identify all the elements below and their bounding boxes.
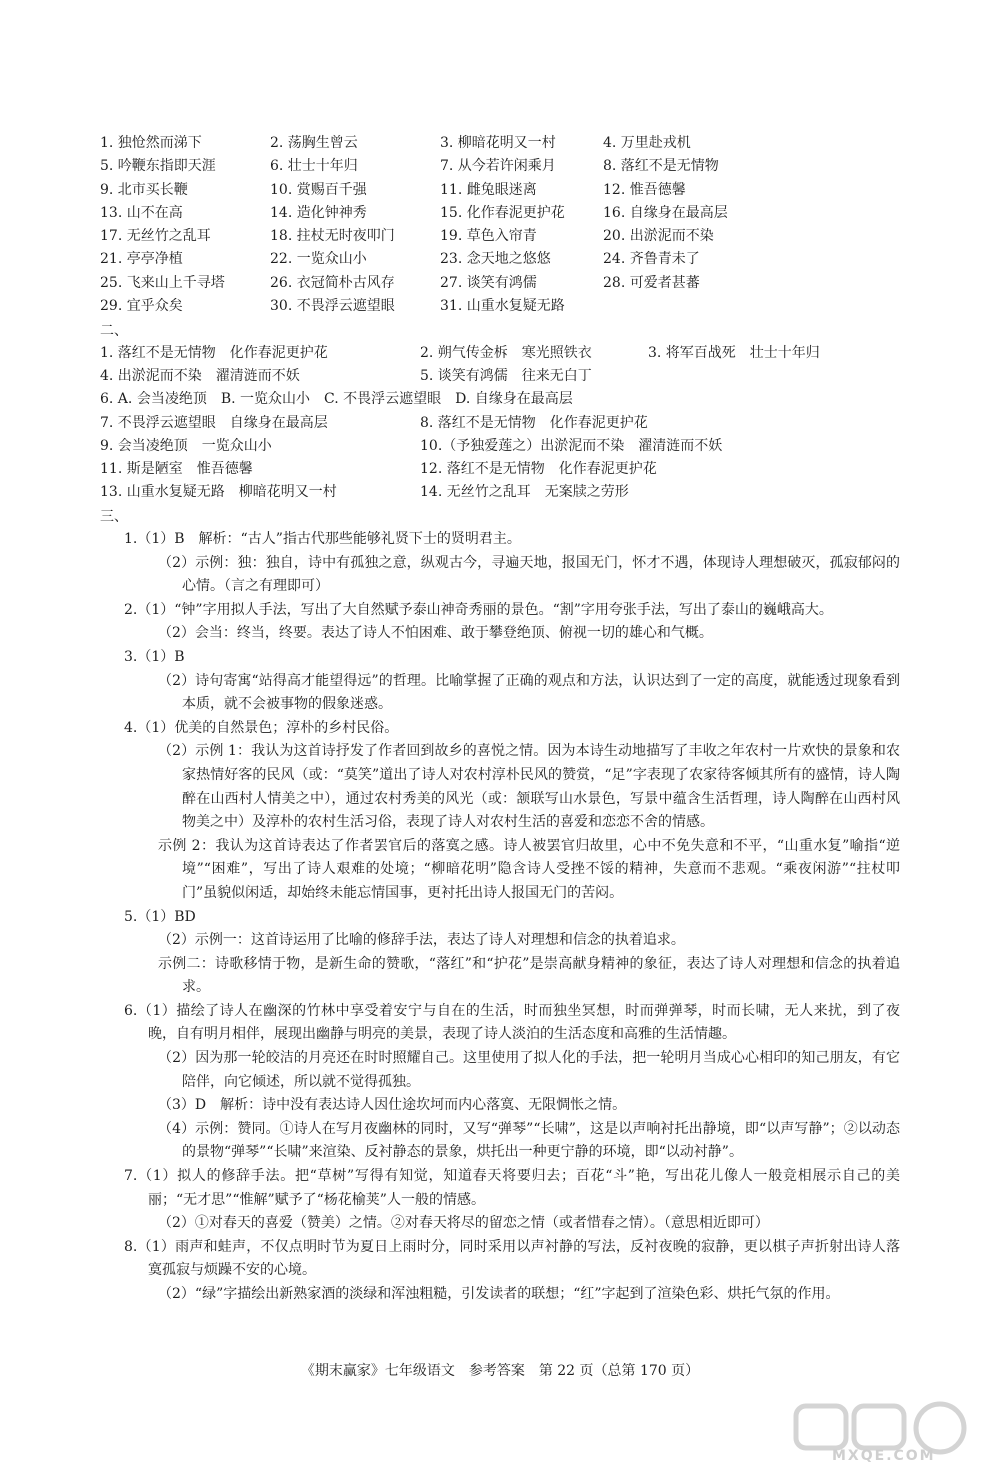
answer-row xyxy=(100,365,890,388)
answer-paragraph: 5.（1）BD xyxy=(124,908,196,925)
answer-item: 24. 齐鲁青未了 xyxy=(603,251,700,268)
answer-item: 13. 山重水复疑无路 柳暗花明又一村 xyxy=(100,484,337,501)
answer-item: 23. 念天地之悠悠 xyxy=(440,251,551,268)
answer-item: 9. 北市买长鞭 xyxy=(100,181,188,198)
answer-paragraph: 3.（1）B xyxy=(124,648,185,665)
answer-item xyxy=(420,388,648,411)
answer-item: 10. 赏赐百千强 xyxy=(270,181,367,198)
answer-row xyxy=(100,155,890,178)
answer-paragraph: （2）示例：独：独自，诗中有孤独之意，纵观古今，寻遍天地，报国无门，怀才不遇，体现诗人理想破灭，孤寂郁闷的心情。（言之有理即可） xyxy=(158,554,900,595)
answer-item xyxy=(603,295,773,318)
answer-item: 18. 拄杖无时夜叩门 xyxy=(270,228,395,245)
answer-row xyxy=(100,132,890,155)
answer-paragraph: （2）诗句寄寓“站得高才能望得远”的哲理。比喻掌握了正确的观点和方法，认识达到了一定的高度，就能透过现象看到本质，就不会被事物的假象迷惑。 xyxy=(158,672,900,713)
answer-item: 20. 出淤泥而不染 xyxy=(603,228,714,245)
answer-item: 1. 独怆然而涕下 xyxy=(100,135,202,151)
answer-item: 12. 惟吾德馨 xyxy=(603,181,686,198)
answer-paragraph: （2）“绿”字描绘出新熟家酒的淡绿和浑浊粗糙，引发读者的联想；“红”字起到了渲染色彩、烘托气氛的作用。 xyxy=(158,1286,840,1302)
answer-item: 11. 斯是陋室 惟吾德馨 xyxy=(100,460,253,477)
answer-item: 5. 吟鞭东指即天涯 xyxy=(100,158,216,175)
answer-paragraph: 7.（1）拟人的修辞手法。把“草树”写得有知觉，知道春天将要归去；百花“斗”艳，写出花儿像人一般竞相展示自己的美丽；“无才思”“惟解”赋予了“杨花榆荚”人一般的情感。 xyxy=(124,1168,900,1208)
answer-item: 31. 山重水复疑无路 xyxy=(440,298,565,315)
page-footer: 《期末赢家》七年级语文 参考答案 第 22 页（总第 170 页） xyxy=(300,1363,700,1379)
answer-row xyxy=(100,342,890,365)
answer-item: 26. 衣冠简朴古风存 xyxy=(270,274,395,291)
answer-item: 27. 谈笑有鸿儒 xyxy=(440,274,537,291)
answer-item: 3. 柳暗花明又一村 xyxy=(440,135,556,151)
answer-row xyxy=(100,481,890,504)
answer-item: 7. 不畏浮云遮望眼 自缘身在最高层 xyxy=(100,414,328,431)
answer-item: 17. 无丝竹之乱耳 xyxy=(100,228,211,245)
answer-item: 30. 不畏浮云遮望眼 xyxy=(270,298,395,315)
answer-paragraph: 示例 2：我认为这首诗表达了作者罢官后的落寞之感。诗人被罢官归故里，心中不免失意和不平，“山重水复”喻指“逆境”“困难”，写出了诗人艰难的处境；“柳暗花明”隐含诗人受挫不馁的精神，失意而不悲观。“乘夜闲游”“拄杖叩门”虽貌似闲适，却始终未能忘情国事，更衬托出诗人报国无门的苦闷。 xyxy=(158,837,900,901)
answer-paragraph: （2）示例 1：我认为这首诗抒发了作者回到故乡的喜悦之情。因为本诗生动地描写了丰收之年农村一片欢快的景象和农家热情好客的民风（或：“莫笑”道出了诗人对农村淳朴民风的赞赏，“足”字表现了农家待客倾其所有的盛情，诗人陶醉在山西村人情美之中），通过农村秀美的风光（或：颔联写山水景色，写景中蕴含生活哲理，诗人陶醉在山西村风物美之中）及淳朴的农村生活习俗，表现了诗人对农村生活的喜爱和恋恋不舍的情感。 xyxy=(158,743,900,831)
answer-item: 16. 自缘身在最高层 xyxy=(603,204,728,221)
answer-row xyxy=(100,272,890,295)
answer-item: 2. 朔气传金柝 寒光照铁衣 xyxy=(420,345,592,361)
answer-item: 11. 雌兔眼迷离 xyxy=(440,181,537,198)
answer-item: 3. 将军百战死 壮士十年归 xyxy=(648,345,820,361)
answer-item: 8. 落红不是无情物 化作春泥更护花 xyxy=(420,414,648,431)
answer-item: 4. 万里赴戎机 xyxy=(603,135,691,151)
answer-row xyxy=(100,435,890,458)
answer-item: 13. 山不在高 xyxy=(100,204,183,221)
answer-paragraph: （2）①对春天的喜爱（赞美）之情。②对春天将尽的留恋之情（或者惜春之情）。（意思相近即可） xyxy=(158,1215,769,1232)
section-3-heading: 三、 xyxy=(100,509,128,525)
answer-item: 6. 壮士十年归 xyxy=(270,158,358,175)
answer-paragraph: 示例二：诗歌移情于物，是新生命的赞歌，“落红”和“护花”是崇高献身精神的象征，表达了诗人对理想和信念的执着追求。 xyxy=(158,955,900,996)
section-2-heading: 二、 xyxy=(100,323,128,339)
section-3-answers xyxy=(100,528,900,1307)
answer-paragraph: 6.（1）描绘了诗人在幽深的竹林中享受着安宁与自在的生活，时而独坐冥想，时而弹弹琴，时而长啸，无人来扰，到了夜晚，自有明月相伴，展现出幽静与明亮的美景，表现了诗人淡泊的生活态度和高雅的生活情趣。 xyxy=(124,1002,900,1043)
answer-item: 9. 会当凌绝顶 一览众山小 xyxy=(100,437,272,454)
answer-paragraph: 1.（1）B 解析：“古人”指古代那些能够礼贤下士的贤明君主。 xyxy=(124,531,521,547)
answer-item: 21. 亭亭净植 xyxy=(100,251,183,268)
answer-item: 15. 化作春泥更护花 xyxy=(440,204,565,221)
answer-row xyxy=(100,248,890,271)
answer-item: 2. 荡胸生曾云 xyxy=(270,135,358,151)
answer-row xyxy=(100,388,890,411)
answer-paragraph: （2）会当：终当，终要。表达了诗人不怕困难、敢于攀登绝顶、俯视一切的雄心和气概。 xyxy=(158,625,713,642)
answer-item: 5. 谈笑有鸿儒 往来无白丁 xyxy=(420,368,592,385)
answer-paragraph: （3）D 解析：诗中没有表达诗人因仕途坎坷而内心落寞、无限惆怅之情。 xyxy=(158,1097,627,1114)
answer-paragraph: 2.（1）“钟”字用拟人手法，写出了大自然赋予泰山神奇秀丽的景色。“割”字用夸张手法，写出了泰山的巍峨高大。 xyxy=(124,601,833,618)
answer-item: 14. 造化钟神秀 xyxy=(270,204,367,221)
answer-row xyxy=(100,412,890,435)
answer-row xyxy=(100,295,890,318)
answer-row xyxy=(100,202,890,225)
answer-item: 12. 落红不是无情物 化作春泥更护花 xyxy=(420,460,657,477)
answer-item: 25. 飞来山上千寻塔 xyxy=(100,274,225,291)
section-1-answers xyxy=(100,132,890,318)
section-2-answers xyxy=(100,342,890,504)
answer-item: 10.（予独爱莲之）出淤泥而不染 濯清涟而不妖 xyxy=(420,437,723,454)
answer-paragraph: （2）因为那一轮皎洁的月亮还在时时照耀自己。这里使用了拟人化的手法，把一轮明月当成心心相印的知己朋友，有它陪伴，向它倾述，所以就不觉得孤独。 xyxy=(158,1050,900,1090)
answer-row xyxy=(100,179,890,202)
answer-item: 14. 无丝竹之乱耳 无案牍之劳形 xyxy=(420,484,629,501)
answer-item: 6. A. 会当凌绝顶 B. 一览众山小 C. 不畏浮云遮望眼 D. 自缘身在最高层 xyxy=(100,391,573,408)
answer-paragraph: 8.（1）雨声和蛙声，不仅点明时节为夏日上雨时分，同时采用以声衬静的写法，反衬夜晚的寂静，更以棋子声折射出诗人落寞孤寂与烦躁不安的心境。 xyxy=(124,1238,900,1279)
answer-item: 8. 落红不是无情物 xyxy=(603,158,719,175)
answer-paragraph: 4.（1）优美的自然景色；淳朴的乡村民俗。 xyxy=(124,719,399,736)
answer-item: 28. 可爱者甚蕃 xyxy=(603,274,700,291)
answer-item: 7. 从今若许闲乘月 xyxy=(440,158,556,175)
answer-item: 29. 宜乎众矣 xyxy=(100,298,183,315)
answer-item: 22. 一览众山小 xyxy=(270,251,367,268)
watermark-text: MXQE.COM xyxy=(832,1448,936,1464)
answer-paragraph: （2）示例一：这首诗运用了比喻的修辞手法，表达了诗人对理想和信念的执着追求。 xyxy=(158,932,685,949)
answer-paragraph: （4）示例：赞同。①诗人在写月夜幽林的同时，又写“弹琴”“长啸”，这是以声响衬托出静境，即“以声写静”；②以动态的景物“弹琴”“长啸”来渲染、反衬静态的景象，烘托出一种更宁静的环境，即“以动衬静”。 xyxy=(158,1120,900,1161)
answer-item: 19. 草色入帘青 xyxy=(440,228,537,245)
answer-row xyxy=(100,458,890,481)
answer-item: 4. 出淤泥而不染 濯清涟而不妖 xyxy=(100,368,300,385)
answer-row xyxy=(100,225,890,248)
answer-item: 1. 落红不是无情物 化作春泥更护花 xyxy=(100,345,328,361)
